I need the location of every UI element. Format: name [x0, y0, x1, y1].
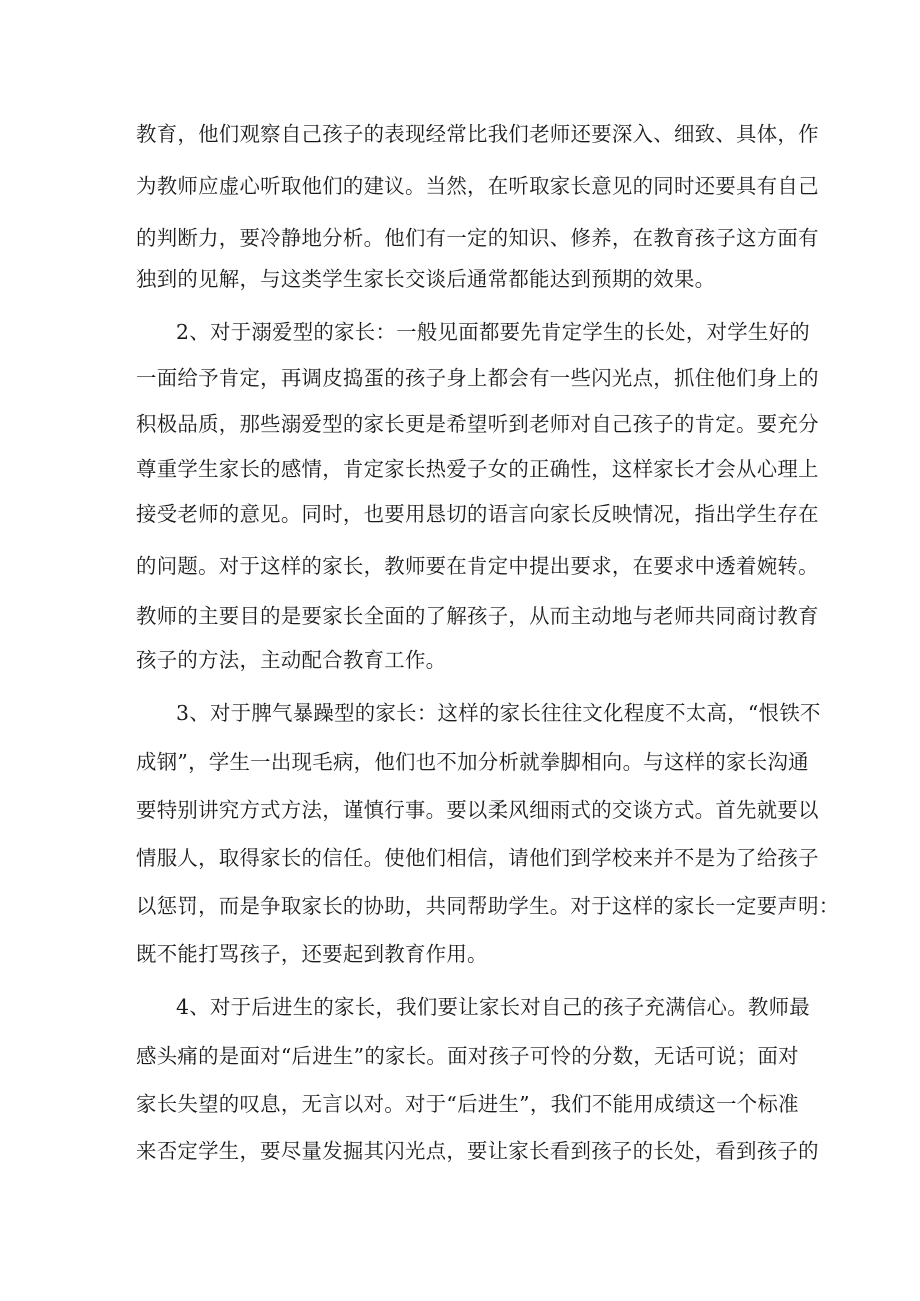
- text-line: 孩子的方法，主动配合教育工作。: [136, 648, 447, 672]
- paragraph-first-line: 4、对于后进生的家长，我们要让家长对自己的孩子充满信心。教师最: [176, 995, 810, 1019]
- text-line: 为教师应虚心听取他们的建议。当然，在听取家长意见的同时还要具有自己: [136, 174, 819, 198]
- text-line: 独到的见解，与这类学生家长交谈后通常都能达到预期的效果。: [136, 267, 716, 291]
- text-line: 教师的主要目的是要家长全面的了解孩子，从而主动地与老师共同商讨教育: [136, 604, 819, 628]
- text-line: 的判断力，要冷静地分析。他们有一定的知识、修养，在教育孩子这方面有: [136, 226, 819, 250]
- text-line: 家长失望的叹息，无言以对。对于“后进生”，我们不能用成绩这一个标准: [136, 1092, 799, 1116]
- text-line: 以惩罚，而是争取家长的协助，共同帮助学生。对于这样的家长一定要声明：: [136, 894, 840, 918]
- text-line: 积极品质，那些溺爱型的家长更是希望听到老师对自己孩子的肯定。要充分: [136, 412, 819, 436]
- text-line: 尊重学生家长的感情，肯定家长热爱子女的正确性，这样家长才会从心理上: [136, 457, 819, 481]
- text-line: 成钢”，学生一出现毛病，他们也不加分析就拳脚相向。与这样的家长沟通: [136, 750, 809, 774]
- text-line: 的问题。对于这样的家长，教师要在肯定中提出要求，在要求中透着婉转。: [136, 554, 819, 578]
- paragraph-first-line: 3、对于脾气暴躁型的家长：这样的家长往往文化程度不太高，“恨铁不: [176, 701, 821, 725]
- paragraph-first-line: 2、对于溺爱型的家长：一般见面都要先肯定学生的长处，对学生好的: [176, 320, 810, 344]
- text-line: 感头痛的是面对“后进生”的家长。面对孩子可怜的分数，无话可说；面对: [136, 1044, 799, 1068]
- text-line: 情服人，取得家长的信任。使他们相信，请他们到学校来并不是为了给孩子: [136, 846, 819, 870]
- text-line: 教育，他们观察自己孩子的表现经常比我们老师还要深入、细致、具体，作: [136, 122, 819, 146]
- text-line: 接受老师的意见。同时，也要用恳切的语言向家长反映情况，指出学生存在: [136, 502, 819, 526]
- text-line: 要特别讲究方式方法，谨慎行事。要以柔风细雨式的交谈方式。首先就要以: [136, 798, 819, 822]
- text-line: 既不能打骂孩子，还要起到教育作用。: [136, 942, 488, 966]
- text-line: 来否定学生，要尽量发掘其闪光点，要让家长看到孩子的长处，看到孩子的: [136, 1139, 819, 1163]
- text-line: 一面给予肯定，再调皮捣蛋的孩子身上都会有一些闪光点，抓住他们身上的: [136, 366, 819, 390]
